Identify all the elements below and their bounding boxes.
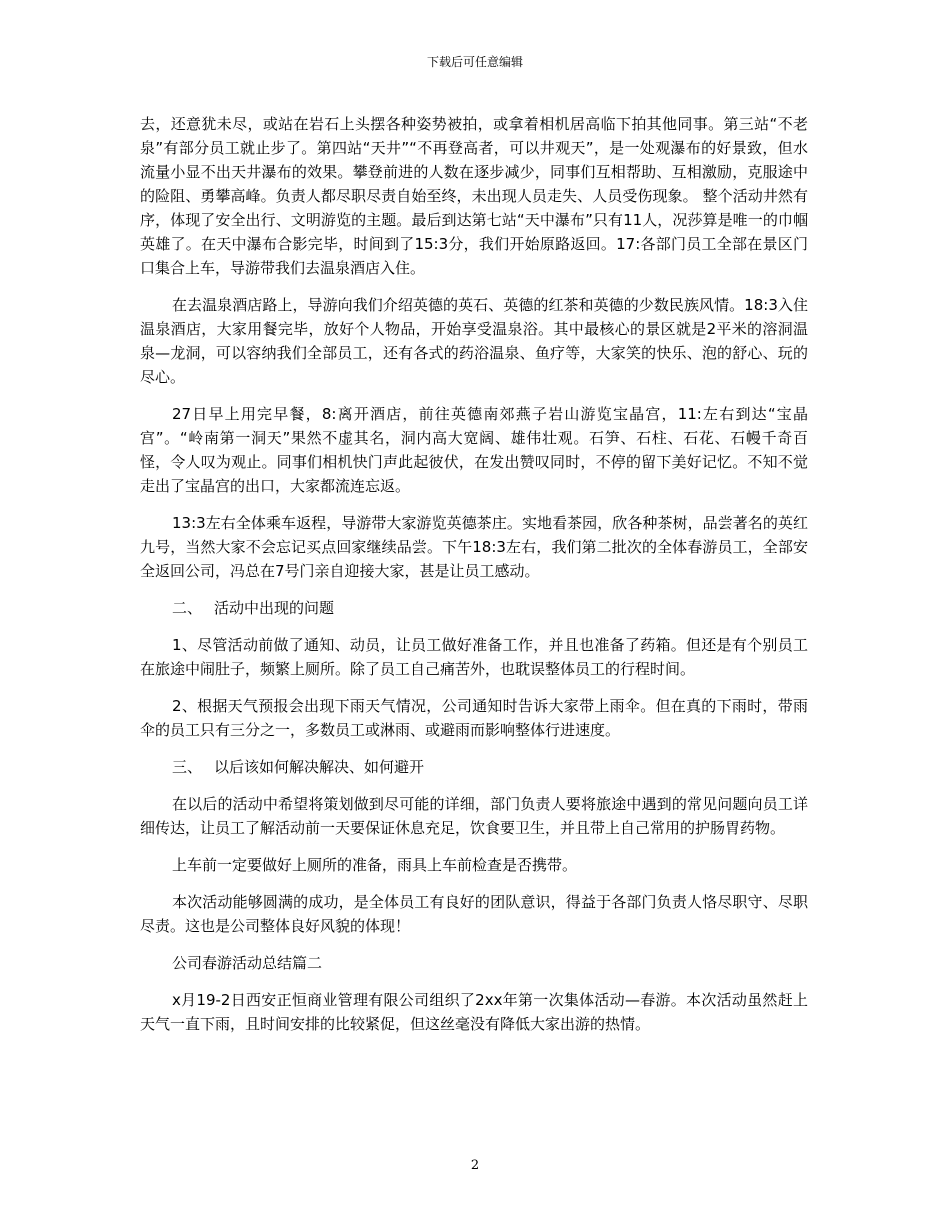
section-title: 以后该如何解决解决、如何避开 [214, 758, 425, 776]
page-header: 下载后可任意编辑 [426, 55, 523, 69]
page-number: 2 [470, 1158, 480, 1173]
paragraph: 13:3左右全体乘车返程，导游带大家游览英德茶庄。实地看茶园，欣各种茶树，品尝著名的英红九号，当然大家不会忘记买点回家继续品尝。下午18:3左右，我们第二批次的全体春游员工，全部安全返回公司，冯总在7号门亲自迎接大家，甚是让员工感动。 [140, 514, 808, 580]
paragraph: 上车前一定要做好上厕所的准备，雨具上车前检查是否携带。 [172, 856, 578, 874]
section-title: 活动中出现的问题 [214, 599, 335, 617]
paragraph: 去，还意犹未尽，或站在岩石上头摆各种姿势被拍，或拿着相机居高临下拍其他同事。第三站“不老泉”有部分员工就止步了。第四站“天井”“不再登高者，可以井观天”，是一处观瀑布的好景致，但水流量小显不出天井瀑布的效果。攀登前进的人数在逐步减少，同事们互相帮助、互相激励，克服途中的险阻、勇攀高峰。负责人都尽职尽责自始至终，未出现人员走失、人员受伤现象。 整个活动井然有序，体现了安全出行、文明游览的主题。最后到达第七站“天中瀑布”只有11人，况莎算是唯一的巾帼英雄了。在天中瀑布合影完毕，时间到了15:3分，我们开始原路返回。17:各部门员工全部在景区门口集合上车，导游带我们去温泉酒店入住。 [140, 115, 808, 277]
section-heading-2 [140, 596, 808, 620]
paragraph: x月19-2日西安正恒商业管理有限公司组织了2xx年第一次集体活动—春游。本次活动虽然赶上天气一直下雨，且时间安排的比较紧促，但这丝毫没有降低大家出游的热情。 [140, 991, 808, 1033]
section-number: 二、 [172, 599, 203, 617]
section-number: 三、 [172, 758, 203, 776]
paragraph: 1、尽管活动前做了通知、动员，让员工做好准备工作，并且也准备了药箱。但还是有个别员工在旅途中闹肚子，频繁上厕所。除了员工自己痛苦外，也耽误整体员工的行程时间。 [140, 636, 808, 678]
subtitle: 公司春游活动总结篇二 [172, 954, 323, 972]
paragraph: 在以后的活动中希望将策划做到尽可能的详细，部门负责人要将旅途中遇到的常见问题向员工详细传达，让员工了解活动前一天要保证休息充足，饮食要卫生，并且带上自己常用的护肠胃药物。 [140, 795, 808, 837]
section-heading-3 [140, 755, 808, 779]
paragraph: 2、根据天气预报会出现下雨天气情况，公司通知时告诉大家带上雨伞。但在真的下雨时，带雨伞的员工只有三分之一，多数员工或淋雨、或避雨而影响整体行进速度。 [140, 697, 808, 739]
document-body [140, 112, 808, 1049]
paragraph: 在去温泉酒店路上，导游向我们介绍英德的英石、英德的红茶和英德的少数民族风情。18:3入住温泉酒店，大家用餐完毕，放好个人物品，开始享受温泉浴。其中最核心的景区就是2平米的溶洞温泉—龙洞，可以容纳我们全部员工，还有各式的药浴温泉、鱼疗等，大家笑的快乐、泡的舒心、玩的尽心。 [140, 296, 808, 386]
paragraph: 本次活动能够圆满的成功，是全体员工有良好的团队意识，得益于各部门负责人恪尽职守、尽职尽责。这也是公司整体良好风貌的体现！ [140, 893, 808, 935]
paragraph: 27日早上用完早餐，8:离开酒店，前往英德南郊燕子岩山游览宝晶宫，11:左右到达“宝晶宫”。“岭南第一洞天”果然不虚其名，洞内高大宽阔、雄伟壮观。石笋、石柱、石花、石幔千奇百怪，令人叹为观止。同事们相机快门声此起彼伏，在发出赞叹同时，不停的留下美好记忆。不知不觉走出了宝晶宫的出口，大家都流连忘返。 [140, 405, 808, 495]
